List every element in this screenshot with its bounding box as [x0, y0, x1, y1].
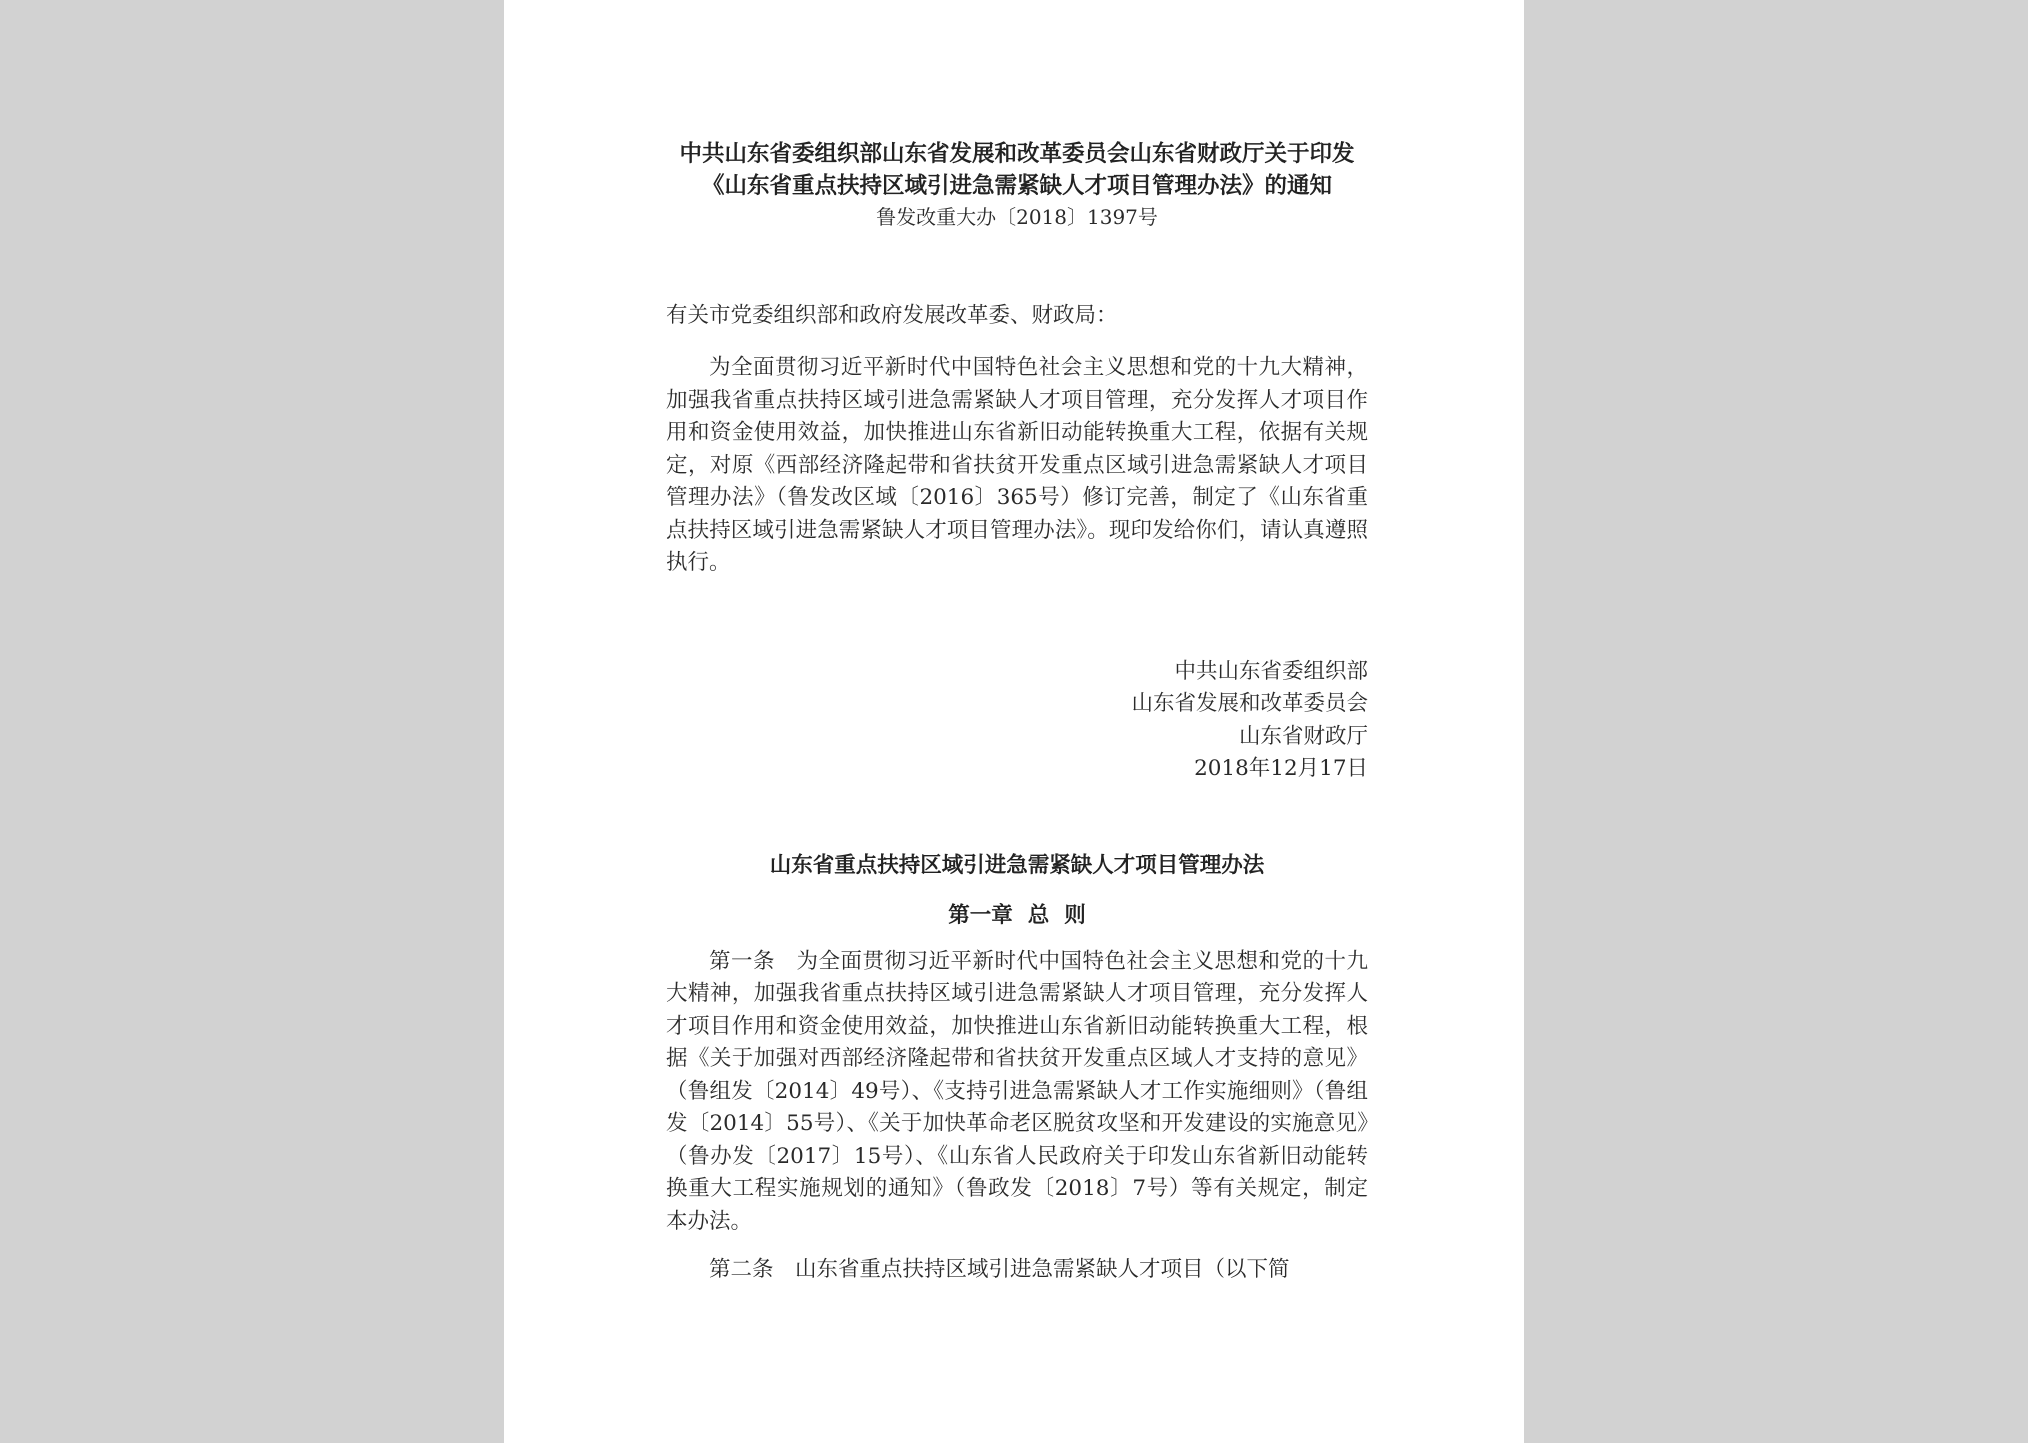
signature-org-3: 山东省财政厅: [1238, 723, 1368, 749]
chapter-title: 第一章 总 则: [948, 902, 1086, 928]
article-number: 第二条: [709, 1257, 774, 1282]
signature-date: 2018年12月17日: [1194, 756, 1368, 781]
signature-org-2: 山东省发展和改革委员会: [1131, 691, 1368, 716]
article-1: [666, 946, 1368, 1239]
article-text: 山东省重点扶持区域引进急需紧缺人才项目（以下简: [795, 1257, 1290, 1282]
document-page: [504, 0, 1524, 1443]
salutation: 有关市党委组织部和政府发展改革委、财政局：: [666, 303, 1118, 328]
signature-org-1: 中共山东省委组织部: [1174, 658, 1368, 684]
document-title: 中共山东省委组织部山东省发展和改革委员会山东省财政厅关于印发《山东省重点扶持区域引进急需紧缺人才项目管理办法》的通知: [679, 141, 1355, 199]
signature-block: [666, 656, 1368, 786]
article-text: 为全面贯彻习近平新时代中国特色社会主义思想和党的十九大精神，加强我省重点扶持区域引进急需紧缺人才项目管理，充分发挥人才项目作用和资金使用效益，加快推进山东省新旧动能转换重大工程，根据《关于加强对西部经济隆起带和省扶贫开发重点区域人才支持的意见》（鲁组发〔2014〕49号）、《支持引进急需紧缺人才工作实施细则》（鲁组发〔2014〕55号）、《关于加快革命老区脱贫攻坚和开发建设的实施意见》（鲁办发〔2017〕15号）、《山东省人民政府关于印发山东省新旧动能转换重大工程实施规划的通知》（鲁政发〔2018〕7号）等有关规定，制定本办法。: [666, 948, 1368, 1234]
document-content: [666, 138, 1368, 1287]
section-title: 山东省重点扶持区域引进急需紧缺人才项目管理办法: [769, 852, 1265, 878]
document-number: 鲁发改重大办〔2018〕1397号: [876, 205, 1158, 229]
intro-paragraph: 为全面贯彻习近平新时代中国特色社会主义思想和党的十九大精神，加强我省重点扶持区域引进急需紧缺人才项目管理，充分发挥人才项目作用和资金使用效益，加快推进山东省新旧动能转换重大工程，依据有关规定，对原《西部经济隆起带和省扶贫开发重点区域引进急需紧缺人才项目管理办法》（鲁发改区域〔2016〕365号）修订完善，制定了《山东省重点扶持区域引进急需紧缺人才项目管理办法》。现印发给你们，请认真遵照执行。: [666, 355, 1368, 575]
article-number: 第一条: [709, 948, 775, 974]
article-2: [666, 1254, 1368, 1287]
